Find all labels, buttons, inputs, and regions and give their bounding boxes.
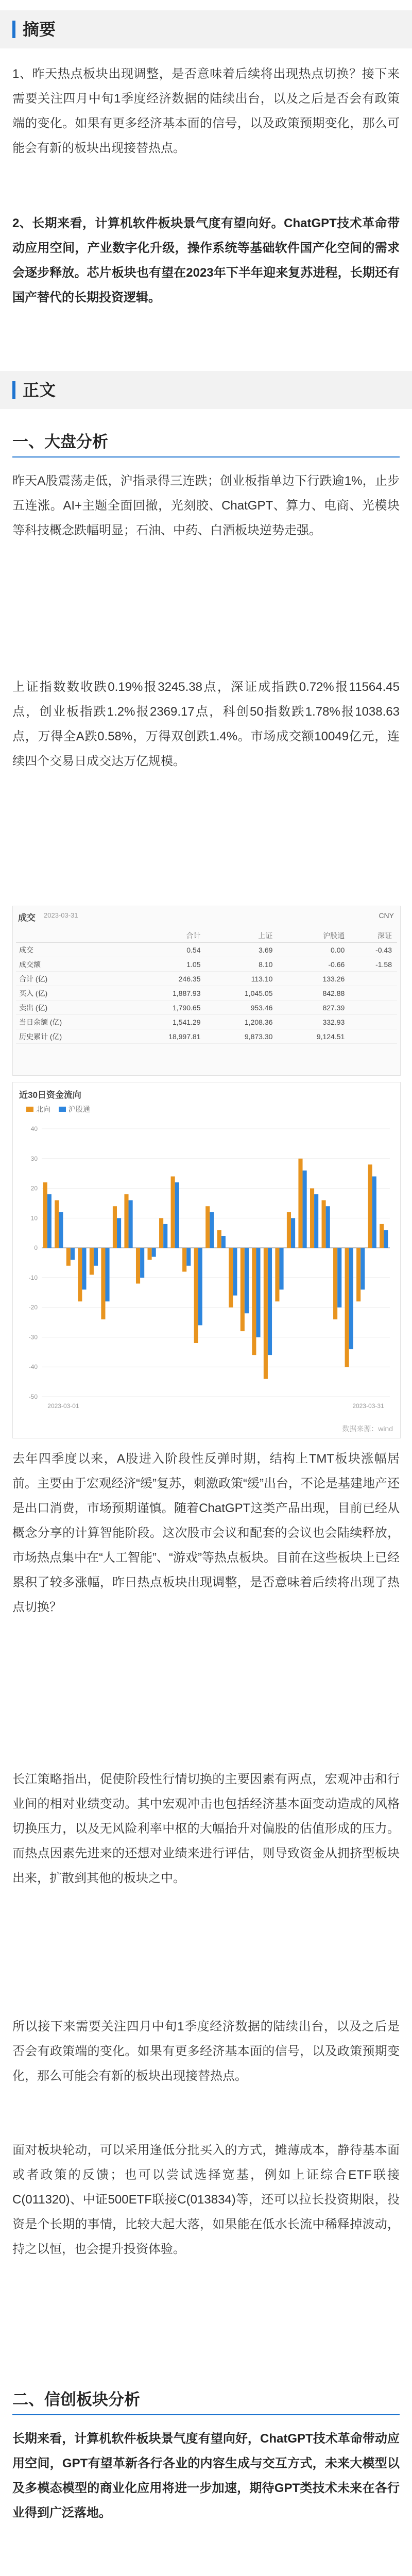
- table-cell: 3.69: [205, 943, 278, 957]
- table-cell: 113.10: [205, 972, 278, 986]
- chart-legend: [20, 1104, 90, 1114]
- chart-bar-north: [90, 1248, 94, 1275]
- table-cell: 8.10: [205, 957, 278, 972]
- table-cell: 买入 (亿): [16, 986, 125, 1001]
- chart-bar-north: [345, 1248, 349, 1367]
- summary-header-bar: [12, 21, 15, 38]
- table-row: [16, 972, 397, 986]
- table-cell: 246.35: [125, 972, 206, 986]
- summary-paragraph-1: 1、昨天热点板块出现调整，是否意味着后续将出现热点切换？接下来需要关注四月中旬1季度经济数据的陆续出台，以及之后是否会有政策端的变化。如果有更多经济基本面的信号，以及政策预期变化，那么可能会有新的板块出现接替热点。: [12, 67, 400, 155]
- table-cell: 0.54: [125, 943, 206, 957]
- body-header-bar: [12, 381, 15, 399]
- chart-bar-north: [171, 1176, 175, 1248]
- table-cell: 133.26: [278, 972, 350, 986]
- chart-bar-north: [205, 1206, 210, 1248]
- y-tick-label: 0: [34, 1244, 38, 1252]
- y-tick-label: 30: [30, 1155, 38, 1162]
- chart-bar-sh: [349, 1248, 353, 1349]
- table-cell: 成交额: [16, 957, 125, 972]
- fund-flow-chart-panel: [12, 1082, 401, 1438]
- table-title: 成交: [18, 913, 36, 923]
- chart-bar-sh: [117, 1218, 121, 1248]
- chart-bar-north: [275, 1248, 279, 1301]
- summary-header: [0, 10, 412, 48]
- table-cell: [350, 972, 397, 986]
- table-cell: 953.46: [205, 1001, 278, 1015]
- chart-bar-north: [182, 1248, 186, 1272]
- chart-title: 近30日资金流向: [19, 1090, 81, 1100]
- chart-bar-sh: [384, 1230, 388, 1248]
- y-tick-label: -30: [28, 1333, 38, 1341]
- y-tick-label: -50: [28, 1393, 38, 1400]
- chart-bar-north: [368, 1164, 372, 1248]
- chart-bar-north: [124, 1194, 128, 1248]
- table-header-cell: 上证: [205, 929, 278, 943]
- legend-swatch-1: [59, 1107, 66, 1112]
- table-cell: -0.66: [278, 957, 350, 972]
- table-cell: 9,873.30: [205, 1029, 278, 1044]
- chart-bar-sh: [268, 1248, 272, 1355]
- table-row: [16, 943, 397, 957]
- chart-bar-north: [322, 1200, 326, 1248]
- chart-bar-sh: [314, 1194, 318, 1248]
- chart-bar-sh: [82, 1248, 86, 1290]
- market-paragraph-4: 长江策略指出，促使阶段性行情切换的主要因素有两点，宏观冲击和行业间的相对业绩变动。其中宏观冲击也包括经济基本面变动造成的风格切换压力，以及无风险利率中枢的大幅抬升对偏股的估值形成的压力。而热点因素先进来的还想对业绩来进行评估，则导致资金从拥挤型板块出来，扩散到其他的板块之中。: [12, 1772, 400, 1885]
- table-cell: 成交: [16, 943, 125, 957]
- fund-flow-table-panel: [12, 906, 401, 1076]
- chart-bar-north: [43, 1182, 47, 1248]
- x-tick-label: 2023-03-01: [47, 1402, 79, 1410]
- chart-bar-sh: [256, 1248, 260, 1337]
- chart-bar-sh: [59, 1212, 63, 1248]
- chart-bar-sh: [175, 1182, 179, 1248]
- table-header-cell: [16, 929, 125, 943]
- table-cell: 842.88: [278, 986, 350, 1001]
- section-1-title: 一、大盘分析: [12, 433, 108, 451]
- chart-bar-north: [264, 1248, 268, 1379]
- table-cell: 9,124.51: [278, 1029, 350, 1044]
- legend-swatch-0: [26, 1107, 33, 1112]
- chart-bar-north: [101, 1248, 105, 1319]
- table-cell: [350, 1015, 397, 1029]
- chart-bar-north: [66, 1248, 71, 1266]
- chart-bar-north: [380, 1224, 384, 1248]
- chart-bar-sh: [360, 1248, 365, 1290]
- table-date: 2023-03-31: [44, 911, 78, 919]
- chart-bar-north: [287, 1212, 291, 1248]
- table-cell: [350, 1001, 397, 1015]
- chart-bar-north: [136, 1248, 140, 1283]
- table-cell: -0.43: [350, 943, 397, 957]
- table-cell: 18,997.81: [125, 1029, 206, 1044]
- chart-bar-sh: [105, 1248, 109, 1301]
- summary-paragraph-2: 2、长期来看，计算机软件板块景气度有望向好。ChatGPT技术革命带动应用空间，产业数字化升级，操作系统等基础软件国产化空间的需求会逐步释放。芯片板块也有望在2023年下半年迎来复苏进程，长期还有国产替代的长期投资逻辑。: [12, 216, 400, 304]
- fund-flow-bar-chart: [13, 1118, 400, 1428]
- chart-bar-sh: [326, 1206, 330, 1248]
- table-header-cell: 深证: [350, 929, 397, 943]
- body-title: 正文: [23, 381, 56, 399]
- chart-bar-sh: [221, 1236, 226, 1248]
- chart-bar-north: [194, 1248, 198, 1343]
- chart-bar-north: [229, 1248, 233, 1308]
- chart-bar-north: [310, 1189, 314, 1248]
- body-header: [0, 371, 412, 409]
- chart-bar-sh: [94, 1248, 98, 1266]
- y-tick-label: -10: [28, 1274, 38, 1281]
- table-cell: 1,887.93: [125, 986, 206, 1001]
- section-2-title: 二、信创板块分析: [12, 2391, 140, 2409]
- table-header-cell: 沪股通: [278, 929, 350, 943]
- table-row: [16, 1001, 397, 1015]
- chart-bar-north: [298, 1159, 302, 1248]
- section-2-header: [12, 2385, 400, 2416]
- y-tick-label: -20: [28, 1303, 38, 1311]
- table-cell: 合计 (亿): [16, 972, 125, 986]
- chart-source: 数据来源：wind: [342, 1425, 393, 1433]
- chart-bar-sh: [163, 1224, 167, 1248]
- chart-bar-north: [241, 1248, 245, 1331]
- section-1-underline: [12, 456, 400, 457]
- chart-bar-sh: [140, 1248, 144, 1278]
- market-paragraph-3: 去年四季度以来，A股进入阶段性反弹时期，结构上TMT板块涨幅居前。主要由于宏观经济“缓”复苏，刺激政策“缓”出台，不论是基建地产还是出口消费，市场预期谨慎。随着ChatGPT这类产品出现，目前已经从概念分享的计算智能阶段。这次股市会议和配套的会议也会陆续释放，市场热点集中在“人工智能”、“游戏”等热点板块。目前在这些板块上已经累积了较多涨幅，昨日热点板块出现调整，是否意味着后续将出现了热点切换？: [12, 1452, 400, 1614]
- y-tick-label: 40: [30, 1125, 38, 1132]
- table-cell: 0.00: [278, 943, 350, 957]
- table-cell: [350, 986, 397, 1001]
- summary-title: 摘要: [23, 20, 56, 39]
- table-row: [16, 1015, 397, 1029]
- table-cell: 卖出 (亿): [16, 1001, 125, 1015]
- table-cell: 当日余额 (亿): [16, 1015, 125, 1029]
- chart-bar-sh: [303, 1171, 307, 1248]
- chart-bar-sh: [210, 1212, 214, 1248]
- chart-bar-sh: [233, 1248, 237, 1295]
- section-1-header: [12, 428, 400, 459]
- y-tick-label: -40: [28, 1363, 38, 1371]
- section-2-underline: [12, 2414, 400, 2415]
- chart-bar-north: [356, 1248, 360, 1301]
- chart-bar-sh: [245, 1248, 249, 1313]
- sector-paragraph-1: 长期来看，计算机软件板块景气度有望向好，ChatGPT技术革命带动应用空间，GPT有望革新各行各业的内容生成与交互方式，未来大模型以及多模态模型的商业化应用将进一步加速，期待GPT类技术未来在各行业得到广泛落地。: [12, 2432, 400, 2520]
- chart-bar-sh: [129, 1200, 133, 1248]
- table-cell: 1,045.05: [205, 986, 278, 1001]
- chart-bar-north: [78, 1248, 82, 1301]
- table-row: [16, 986, 397, 1001]
- chart-bar-sh: [337, 1248, 341, 1308]
- market-paragraph-1: 昨天A股震荡走低，沪指录得三连跌；创业板指单边下行跌逾1%，止步五连涨。AI+主题全面回撤，光刻胶、ChatGPT、算力、电商、光模块等科技概念跌幅明显；石油、中药、白酒板块逆势走强。: [12, 474, 400, 537]
- y-tick-label: 20: [30, 1184, 38, 1192]
- table-cell: 332.93: [278, 1015, 350, 1029]
- y-tick-label: 10: [30, 1214, 38, 1222]
- table-cell: 历史累计 (亿): [16, 1029, 125, 1044]
- chart-bar-sh: [198, 1248, 202, 1325]
- chart-bar-sh: [152, 1248, 156, 1257]
- table-cell: 1,208.36: [205, 1015, 278, 1029]
- chart-bar-sh: [291, 1218, 295, 1248]
- chart-bar-sh: [71, 1248, 75, 1260]
- chart-bar-north: [333, 1248, 337, 1319]
- table-header-row: [16, 929, 397, 943]
- chart-bar-north: [148, 1248, 152, 1260]
- chart-bar-sh: [372, 1176, 376, 1248]
- table-cell: 1,790.65: [125, 1001, 206, 1015]
- table-cell: -1.58: [350, 957, 397, 972]
- table-cell: [350, 1029, 397, 1044]
- chart-bar-sh: [279, 1248, 283, 1290]
- market-paragraph-6: 面对板块轮动，可以采用逢低分批买入的方式，摊薄成本，静待基本面或者政策的反馈；也可以尝试选择宽基，例如上证综合ETF联接C(011320)、中证500ETF联接C(013834)等，还可以拉长投资期限，投资是个长期的事情，比较大起大落，如果能在低水长流中稀释掉波动，持之以恒，也会提升投资体验。: [12, 2143, 400, 2256]
- chart-bar-sh: [47, 1194, 52, 1248]
- table-row: [16, 1029, 397, 1044]
- chart-bar-sh: [186, 1248, 191, 1266]
- table-cell: 1,541.29: [125, 1015, 206, 1029]
- market-paragraph-5: 所以接下来需要关注四月中旬1季度经济数据的陆续出台，以及之后是否会有政策端的变化。如果有更多经济基本面的信号，以及政策预期变化，那么可能会有新的板块出现接替热点。: [12, 2020, 400, 2083]
- fund-flow-table: [16, 929, 397, 1044]
- table-header-cell: 合计: [125, 929, 206, 943]
- chart-bar-north: [55, 1200, 59, 1248]
- chart-bar-north: [217, 1230, 221, 1248]
- table-unit: CNY: [379, 911, 394, 920]
- table-row: [16, 957, 397, 972]
- table-cell: 827.39: [278, 1001, 350, 1015]
- legend-label-1: 沪股通: [68, 1105, 90, 1113]
- market-paragraph-2: 上证指数数收跌0.19%报3245.38点，深证成指跌0.72%报11564.45点，创业板指跌1.2%报2369.17点，科创50指数跌1.78%报1038.63点，万得全A跌0.58%，万得双创跌1.4%。市场成交额10049亿元，连续四个交易日成交达万亿规模。: [12, 680, 400, 768]
- chart-bar-north: [252, 1248, 256, 1355]
- x-tick-label: 2023-03-31: [352, 1402, 384, 1410]
- table-cell: 1.05: [125, 957, 206, 972]
- legend-label-0: 北向: [36, 1105, 50, 1113]
- chart-bar-north: [113, 1206, 117, 1248]
- chart-bar-north: [159, 1218, 163, 1248]
